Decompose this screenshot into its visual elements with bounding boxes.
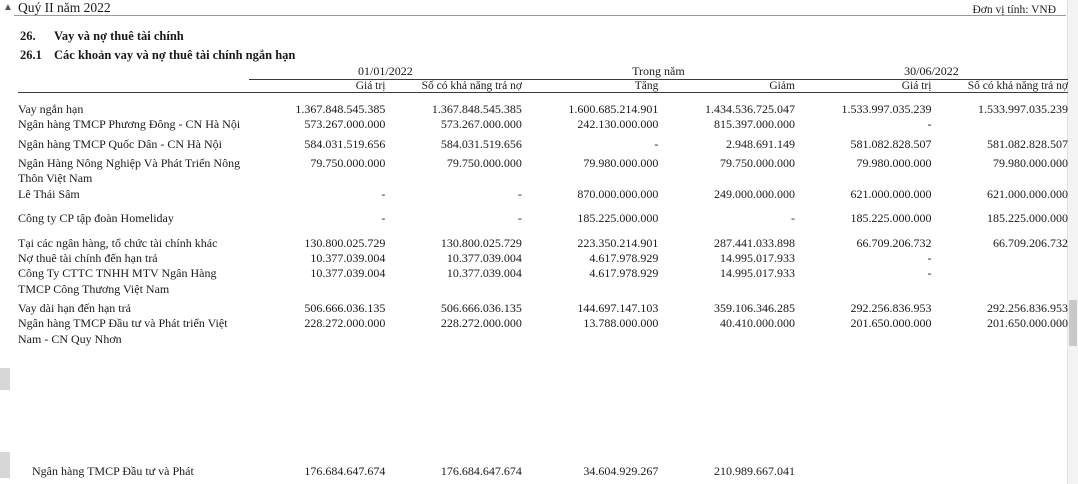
row-label: Ngân hàng TMCP Quốc Dân - CN Hà Nội xyxy=(18,136,222,151)
vertical-scrollbar[interactable] xyxy=(1067,0,1078,484)
row-value: 1.533.997.035.239 xyxy=(841,102,932,116)
note-26-1-title: Các khoản vay và nợ thuê tài chính ngắn hạn xyxy=(54,48,296,62)
sub-header-closing-value: Giá trị xyxy=(795,80,932,93)
loans-table xyxy=(18,64,1068,347)
row-value: 14.995.017.933 xyxy=(719,250,795,265)
row-value xyxy=(795,466,932,481)
row-value: - xyxy=(654,136,659,151)
row-value: 79.980.000.000 xyxy=(856,156,932,171)
row-label: Tại các ngân hàng, tổ chức tài chính khác xyxy=(18,235,218,250)
gutter-mark xyxy=(0,452,10,478)
page-header-unit: Đơn vị tính: VNĐ xyxy=(972,4,1056,16)
row-value: 1.367.848.545.385 xyxy=(295,102,386,116)
row-value: - xyxy=(517,186,522,201)
row-value: 10.377.039.004 xyxy=(310,266,386,281)
row-value: - xyxy=(790,211,795,226)
note-26-number: 26. xyxy=(20,29,36,43)
row-value: 584.031.519.656 xyxy=(440,136,522,151)
row-value: 79.750.000.000 xyxy=(310,156,386,171)
row-label: Ngân hàng TMCP Đầu tư và Phát triển Việt Nam - CN Quy Nhơn xyxy=(18,316,228,346)
row-label: Công ty CP tập đoàn Homeliday xyxy=(18,211,174,226)
row-value: - xyxy=(381,211,386,226)
row-value: 815.397.000.000 xyxy=(713,117,795,132)
gutter-mark xyxy=(0,368,10,390)
row-value: - xyxy=(927,117,932,132)
row-value: 176.684.647.674 xyxy=(304,466,386,479)
sub-header-closing-payable: Số có khả năng trả nợ xyxy=(931,80,1068,93)
note-26-1-number: 26.1 xyxy=(20,48,42,62)
row-value: 4.617.978.929 xyxy=(589,250,659,265)
row-value: 573.267.000.000 xyxy=(440,117,522,132)
row-value: 573.267.000.000 xyxy=(304,117,386,132)
sub-header-decrease: Giảm xyxy=(658,80,795,93)
row-value: 621.000.000.000 xyxy=(850,186,932,201)
row-value: - xyxy=(927,266,932,281)
row-value: - xyxy=(517,211,522,226)
row-value xyxy=(931,466,1068,481)
group-header-closing: 30/06/2022 xyxy=(795,64,1068,80)
row-value: 14.995.017.933 xyxy=(719,266,795,281)
row-label: Lê Thái Sâm xyxy=(18,186,80,201)
table-row xyxy=(18,102,1068,117)
row-value: 1.600.685.214.901 xyxy=(568,102,659,116)
group-header-opening: 01/01/2022 xyxy=(249,64,522,80)
row-value: 185.225.000.000 xyxy=(987,211,1068,226)
row-value: 870.000.000.000 xyxy=(577,186,659,201)
row-value: 228.272.000.000 xyxy=(304,316,386,331)
row-value: 34.604.929.267 xyxy=(583,466,659,479)
row-value: 228.272.000.000 xyxy=(440,316,522,331)
row-value: 201.650.000.000 xyxy=(850,316,932,331)
page-header-left: Quý II năm 2022 xyxy=(18,0,111,15)
row-value: - xyxy=(381,186,386,201)
note-26-title: Vay và nợ thuê tài chính xyxy=(54,29,184,43)
row-value: 506.666.036.135 xyxy=(304,300,386,315)
table-row xyxy=(18,236,1068,251)
row-value: 79.750.000.000 xyxy=(446,156,522,171)
row-value: 292.256.836.953 xyxy=(850,300,932,315)
row-value: 10.377.039.004 xyxy=(446,266,522,281)
triangle-up-icon[interactable]: ▲ xyxy=(3,2,13,13)
table-row xyxy=(18,266,1068,297)
table-row xyxy=(18,133,1068,152)
row-label: Công Ty CTTC TNHH MTV Ngân Hàng TMCP Công Thương Việt Nam xyxy=(18,266,217,296)
left-gutter xyxy=(0,0,14,484)
row-value: 144.697.147.103 xyxy=(577,300,659,315)
row-value: 79.980.000.000 xyxy=(583,156,659,171)
row-value: 210.989.667.041 xyxy=(713,466,795,479)
group-header-during-year: Trong năm xyxy=(522,64,795,80)
row-value: 10.377.039.004 xyxy=(446,250,522,265)
row-value: 66.709.206.732 xyxy=(856,235,932,250)
row-value: 506.666.036.135 xyxy=(440,300,522,315)
row-value: 1.434.536.725.047 xyxy=(704,102,795,116)
sub-header-blank xyxy=(18,80,249,93)
row-value: 242.130.000.000 xyxy=(577,117,659,132)
table-row xyxy=(18,297,1068,316)
row-value: 79.980.000.000 xyxy=(993,156,1068,171)
row-label: Ngân Hàng Nông Nghiệp Và Phát Triển Nông Thôn Việt Nam xyxy=(18,156,241,186)
row-value: 581.082.828.507 xyxy=(850,136,932,151)
row-value: 292.256.836.953 xyxy=(987,300,1068,315)
row-label: Vay dài hạn đến hạn trả xyxy=(18,300,131,315)
row-label: Vay ngắn hạn xyxy=(18,102,84,116)
clipped-bottom-row xyxy=(18,466,1068,484)
table-sub-header-row xyxy=(18,80,1068,93)
spacer-row xyxy=(18,93,1068,103)
row-value: 185.225.000.000 xyxy=(850,211,932,226)
row-value xyxy=(931,117,1068,132)
row-value: 1.533.997.035.239 xyxy=(978,102,1068,116)
row-value: 40.410.000.000 xyxy=(719,316,795,331)
row-value: 79.750.000.000 xyxy=(719,156,795,171)
row-value: 621.000.000.000 xyxy=(987,186,1068,201)
row-value: 130.800.025.729 xyxy=(304,235,386,250)
row-value xyxy=(931,251,1068,266)
row-value: 2.948.691.149 xyxy=(725,136,795,151)
row-value: 130.800.025.729 xyxy=(440,235,522,250)
row-label: Ngân hàng TMCP Phương Đông - CN Hà Nội xyxy=(18,117,241,132)
row-value: 581.082.828.507 xyxy=(987,136,1068,151)
table-group-header-row xyxy=(18,64,1068,80)
table-row xyxy=(18,211,1068,226)
table-row xyxy=(18,152,1068,187)
row-value: 10.377.039.004 xyxy=(310,250,386,265)
vertical-scroll-thumb[interactable] xyxy=(1069,300,1077,346)
row-value: 223.350.214.901 xyxy=(577,235,659,250)
row-value xyxy=(931,266,1068,297)
row-value: 249.000.000.000 xyxy=(713,186,795,201)
table-row xyxy=(18,251,1068,266)
table-row xyxy=(18,466,1068,481)
table-row xyxy=(18,316,1068,347)
header-rule xyxy=(14,15,1066,16)
sub-header-increase: Tăng xyxy=(522,80,659,93)
table-row xyxy=(18,117,1068,132)
row-value: 66.709.206.732 xyxy=(993,235,1068,250)
row-value: 359.106.346.285 xyxy=(713,300,795,315)
row-value: 584.031.519.656 xyxy=(304,136,386,151)
spacer-row xyxy=(18,227,1068,236)
sub-header-opening-value: Giá trị xyxy=(249,80,386,93)
row-value: 1.367.848.545.385 xyxy=(431,102,522,116)
row-value: 201.650.000.000 xyxy=(987,316,1068,331)
row-value: - xyxy=(927,250,932,265)
row-value: 185.225.000.000 xyxy=(577,211,659,226)
row-label: Nợ thuê tài chính đến hạn trả xyxy=(18,250,158,265)
row-value: 13.788.000.000 xyxy=(583,316,659,331)
table-row xyxy=(18,187,1068,202)
group-header-blank xyxy=(18,64,249,80)
sub-header-opening-payable: Số có khả năng trả nợ xyxy=(385,80,522,93)
row-value: 287.441.033.898 xyxy=(713,235,795,250)
spacer-row xyxy=(18,202,1068,211)
row-label: Ngân hàng TMCP Đầu tư và Phát xyxy=(32,466,194,478)
row-value: 176.684.647.674 xyxy=(440,466,522,479)
row-value: 4.617.978.929 xyxy=(589,266,659,281)
